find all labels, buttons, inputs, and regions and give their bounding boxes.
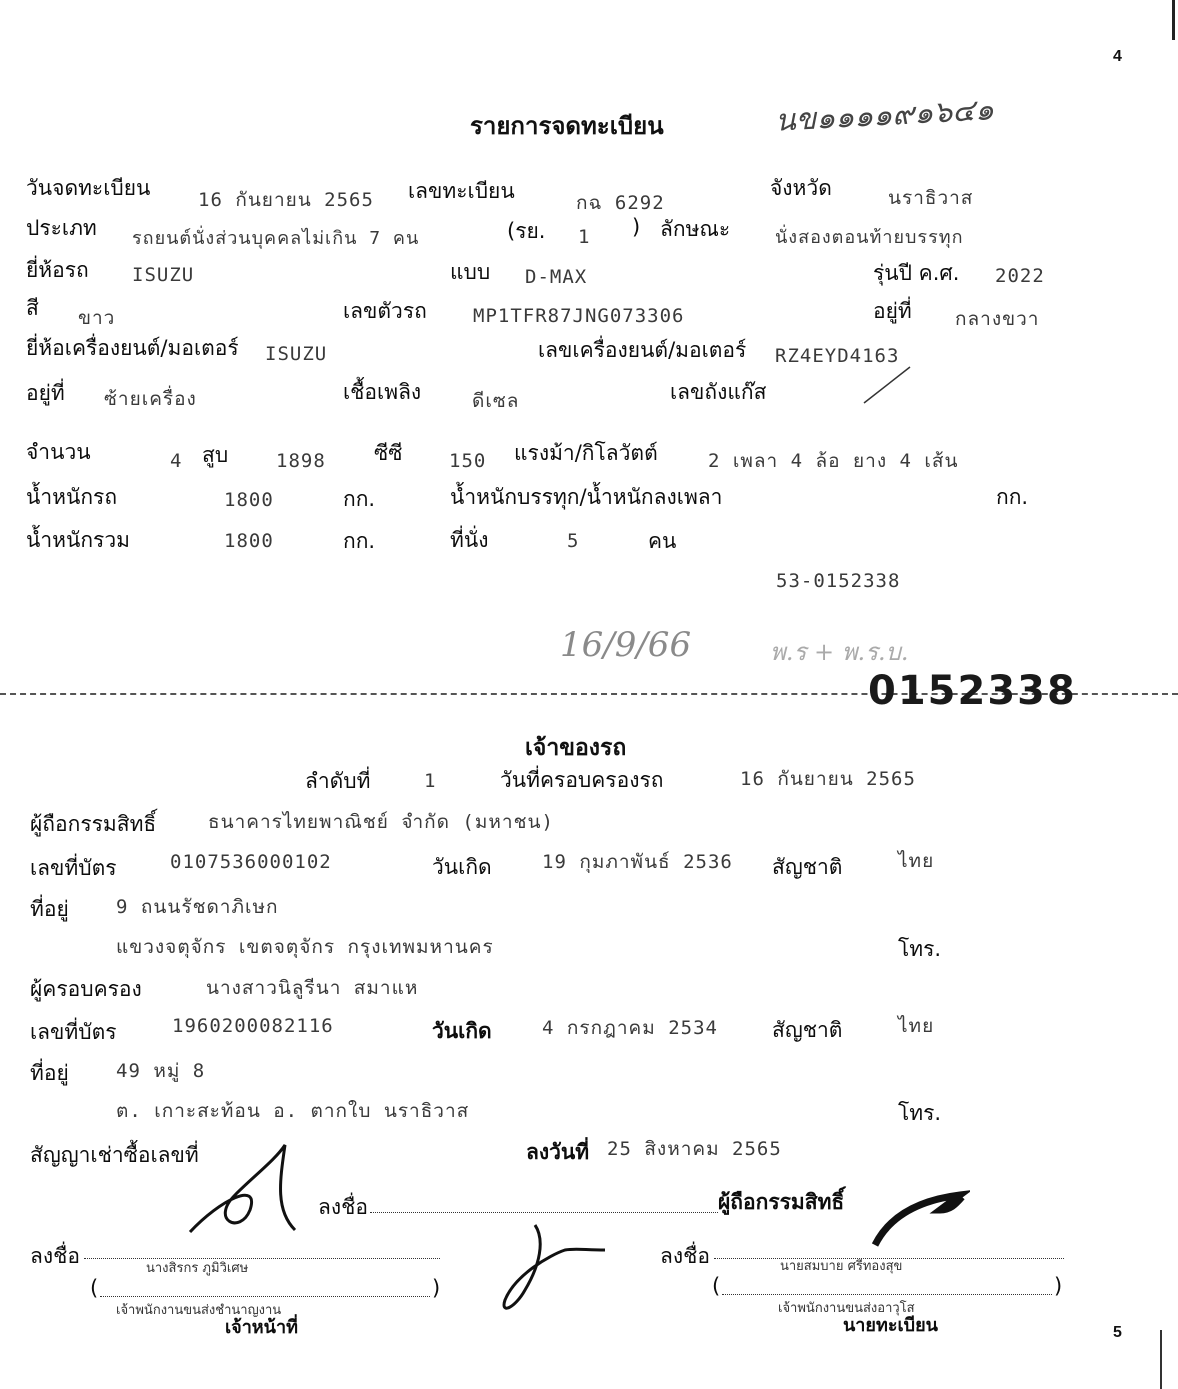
- chassis-value: MP1TFR87JNG073306: [473, 305, 685, 327]
- document-number: 53-0152338: [776, 570, 901, 592]
- page-number-bottom: 5: [1113, 1324, 1122, 1341]
- cylinders-label: สูบ: [202, 443, 229, 467]
- style-value: นั่งสองตอนท้ายบรรทุก: [775, 227, 964, 248]
- possessor-birth-value: 4 กรกฎาคม 2534: [542, 1017, 718, 1039]
- chassis-location-label: อยู่ที่: [873, 299, 912, 323]
- plate-label: เลขทะเบียน: [408, 179, 515, 203]
- holder-nationality-value: ไทย: [898, 850, 935, 872]
- holder-address-line1: 9 ถนนรัชดาภิเษก: [116, 896, 279, 918]
- possessor-id-value: 1960200082116: [172, 1015, 334, 1037]
- registrar-signature-mark: [870, 1185, 970, 1255]
- reg-date-label: วันจดทะเบียน: [26, 176, 151, 200]
- holder-id-value: 0107536000102: [170, 851, 332, 873]
- holder-sign-label: ลงชื่อ: [318, 1195, 368, 1219]
- engine-location-label: อยู่ที่: [26, 381, 65, 405]
- weight-value: 1800: [224, 489, 274, 511]
- gas-tank-label: เลขถังแก๊ส: [670, 380, 767, 404]
- registrar-sign-label: ลงชื่อ: [660, 1244, 710, 1268]
- officer-signature: [490, 1220, 610, 1320]
- holder-birth-label: วันเกิด: [432, 855, 492, 879]
- power-label: แรงม้า/กิโลวัตต์: [514, 441, 658, 465]
- officer-name: นางสิรกร ภูมิวิเศษ: [146, 1261, 249, 1276]
- engine-brand-value: ISUZU: [265, 343, 328, 365]
- type-code-close: ): [632, 215, 641, 239]
- load-weight-unit: กก.: [996, 485, 1029, 509]
- gas-tank-strike-icon: [862, 365, 912, 405]
- holder-signature: [180, 1140, 310, 1240]
- handwritten-note: พ.ร + พ.ร.บ.: [770, 638, 909, 666]
- type-code-open: (รย.: [507, 219, 546, 243]
- type-label: ประเภท: [26, 216, 97, 240]
- possessor-nationality-value: ไทย: [898, 1015, 935, 1037]
- fuel-value: ดีเซล: [472, 390, 520, 412]
- possessor-address-line1: 49 หมู่ 8: [116, 1060, 206, 1082]
- fuel-label: เชื้อเพลิง: [343, 380, 422, 404]
- contract-label: สัญญาเช่าซื้อเลขที่: [30, 1143, 199, 1167]
- year-value: 2022: [995, 265, 1045, 287]
- cylinders-value: 4: [170, 450, 183, 472]
- model-value: D-MAX: [525, 266, 588, 288]
- handwritten-date: 16/9/66: [560, 625, 692, 665]
- chassis-location-value: กลางขวา: [955, 308, 1040, 330]
- signed-date-value: 25 สิงหาคม 2565: [607, 1138, 782, 1160]
- engine-number-label: เลขเครื่องยนต์/มอเตอร์: [538, 338, 747, 362]
- possessor-birth-label: วันเกิด: [432, 1019, 492, 1043]
- scan-edge-right-bottom: [1160, 1330, 1162, 1389]
- officer-sign-label: ลงชื่อ: [30, 1244, 80, 1268]
- gross-weight-unit: กก.: [343, 529, 376, 553]
- registrar-name-line: [722, 1294, 1052, 1295]
- officer-name-line: [100, 1296, 430, 1297]
- officer-role: เจ้าหน้าที่: [225, 1317, 298, 1338]
- holder-tel-label: โทร.: [898, 937, 942, 961]
- holder-address-label: ที่อยู่: [30, 897, 69, 921]
- possessor-address-label: ที่อยู่: [30, 1061, 69, 1085]
- weight-unit: กก.: [343, 487, 376, 511]
- province-label: จังหวัด: [770, 176, 832, 200]
- persons-label: คน: [648, 529, 677, 553]
- cc-label: ซีซี: [374, 441, 403, 465]
- brand-label: ยี่ห้อรถ: [26, 258, 89, 282]
- gross-weight-label: น้ำหนักรวม: [26, 528, 130, 552]
- power-value: 150: [449, 450, 487, 472]
- province-value: นราธิวาส: [888, 187, 974, 209]
- engine-location-value: ซ้ายเครื่อง: [104, 388, 197, 410]
- quantity-label: จำนวน: [26, 440, 91, 464]
- possessor-tel-label: โทร.: [898, 1101, 942, 1125]
- type-code-value: 1: [578, 226, 591, 248]
- officer-paren-open: (: [90, 1276, 99, 1300]
- holder-birth-value: 19 กุมภาพันธ์ 2536: [542, 851, 733, 873]
- registration-title: รายการจดทะเบียน: [470, 112, 664, 140]
- seats-value: 5: [567, 530, 580, 552]
- handwritten-reference: นข๑๑๑๑๙๑๖๔๑: [774, 92, 995, 139]
- possessor-nationality-label: สัญชาติ: [772, 1018, 843, 1042]
- engine-brand-label: ยี่ห้อเครื่องยนต์/มอเตอร์: [26, 336, 239, 360]
- cc-value: 1898: [276, 450, 326, 472]
- brand-value: ISUZU: [132, 264, 195, 286]
- registrar-name: นายสมบาย ศรีทองสุข: [780, 1259, 903, 1274]
- plate-value: กฉ 6292: [576, 192, 665, 214]
- sequence-value: 1: [424, 770, 437, 792]
- possess-date-value: 16 กันยายน 2565: [740, 768, 916, 790]
- sequence-label: ลำดับที่: [305, 769, 371, 793]
- load-weight-label: น้ำหนักบรรทุก/น้ำหนักลงเพลา: [450, 485, 723, 509]
- reg-date-value: 16 กันยายน 2565: [198, 189, 374, 211]
- color-label: สี: [26, 296, 39, 320]
- seats-label: ที่นั่ง: [450, 528, 489, 552]
- color-value: ขาว: [78, 307, 116, 329]
- style-label: ลักษณะ: [660, 217, 731, 241]
- chassis-label: เลขตัวรถ: [343, 299, 427, 323]
- holder-id-label: เลขที่บัตร: [30, 856, 117, 880]
- possess-date-label: วันที่ครอบครองรถ: [500, 768, 664, 792]
- possessor-address-line2: ต. เกาะสะท้อน อ. ตากใบ นราธิวาส: [116, 1100, 470, 1122]
- holder-sign-line: [370, 1212, 718, 1213]
- type-value: รถยนต์นั่งส่วนบุคคลไม่เกิน 7 คน: [132, 228, 420, 249]
- serial-stamp: 0152338: [868, 668, 1077, 714]
- holder-value: ธนาคารไทยพาณิชย์ จำกัด (มหาชน): [208, 811, 554, 833]
- model-label: แบบ: [450, 260, 491, 284]
- registrar-paren-open: (: [712, 1274, 721, 1298]
- axles-wheels-value: 2 เพลา 4 ล้อ ยาง 4 เส้น: [708, 450, 959, 472]
- engine-number-value: RZ4EYD4163: [775, 345, 900, 367]
- officer-position: เจ้าพนักงานขนส่งชำนาญงาน: [116, 1303, 282, 1318]
- year-label: รุ่นปี ค.ศ.: [873, 261, 960, 285]
- holder-nationality-label: สัญชาติ: [772, 855, 843, 879]
- owner-title: เจ้าของรถ: [525, 735, 627, 761]
- possessor-id-label: เลขที่บัตร: [30, 1020, 117, 1044]
- holder-label: ผู้ถือกรรมสิทธิ์: [30, 812, 157, 836]
- holder-address-line2: แขวงจตุจักร เขตจตุจักร กรุงเทพมหานคร: [116, 936, 494, 958]
- possessor-value: นางสาวนิลูรีนา สมาแห: [206, 977, 419, 999]
- signed-date-label: ลงวันที่: [526, 1140, 590, 1164]
- weight-label: น้ำหนักรถ: [26, 485, 118, 509]
- possessor-label: ผู้ครอบครอง: [30, 977, 142, 1001]
- scan-edge-right: [1172, 0, 1175, 40]
- holder-role-label: ผู้ถือกรรมสิทธิ์: [718, 1190, 845, 1214]
- gross-weight-value: 1800: [224, 530, 274, 552]
- registrar-paren-close: ): [1054, 1274, 1063, 1298]
- registrar-position: เจ้าพนักงานขนส่งอาวุโส: [778, 1301, 915, 1316]
- registrar-role: นายทะเบียน: [843, 1315, 938, 1336]
- page-number-top: 4: [1113, 48, 1122, 65]
- officer-sign-line: [84, 1258, 440, 1259]
- officer-paren-close: ): [432, 1276, 441, 1300]
